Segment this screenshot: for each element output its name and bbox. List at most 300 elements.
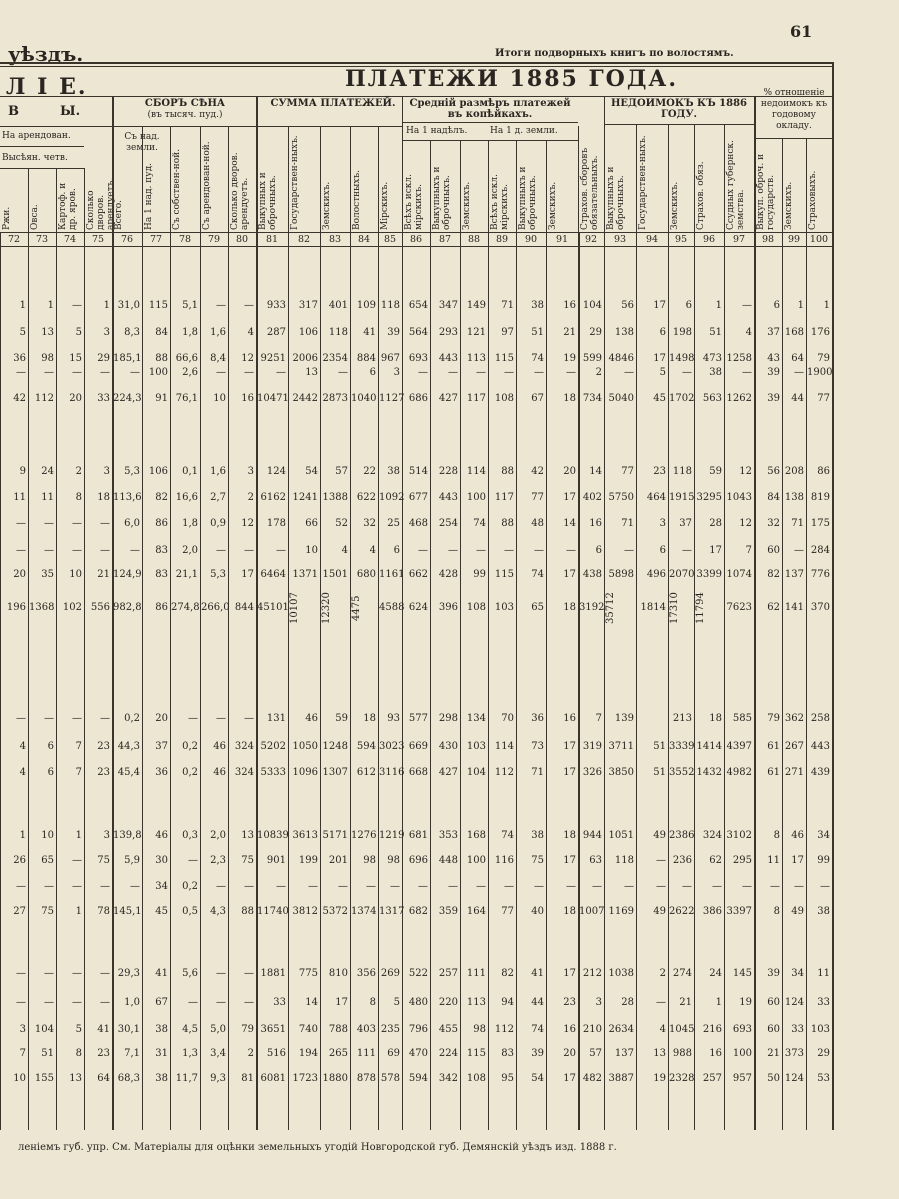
rule [402, 122, 578, 123]
table-cell: — [534, 545, 544, 556]
table-cell: 443 [438, 492, 458, 503]
table-cell: — [100, 713, 110, 724]
table-cell: 21 [679, 997, 692, 1008]
table-cell: 612 [356, 767, 376, 778]
column-header: Страхов. сборовъ обязательныхъ. [580, 147, 600, 230]
table-cell: 3,4 [210, 1048, 226, 1059]
header-rule [578, 126, 579, 232]
table-cell: 106 [298, 327, 318, 338]
table-cell: 988 [672, 1048, 692, 1059]
table-cell: 43 [767, 353, 780, 364]
footer-note: леніемъ губ. упр. См. Матеріалы для оцѣнки земельныхъ угодій Новгородской губ. Демянскій уѣздъ изд. 1888 г. [18, 1142, 617, 1153]
column-header: Всего. [114, 200, 124, 230]
table-cell: 62 [767, 602, 780, 613]
table-cell: 2 [75, 466, 82, 477]
table-cell: 284 [810, 545, 830, 556]
table-cell: 402 [582, 492, 602, 503]
table-cell: 34 [791, 968, 804, 979]
header-rule [320, 126, 321, 232]
table-cell: 1092 [379, 492, 405, 503]
table-cell: 100 [148, 367, 168, 378]
table-cell: 3102 [726, 830, 752, 841]
table-cell: — [72, 367, 82, 378]
table-cell: 82 [155, 492, 168, 503]
column-header: Всѣхъ искл. мiрскихъ. [490, 174, 510, 230]
table-cell: 91 [155, 393, 168, 404]
table-cell: 17 [563, 968, 576, 979]
rule [402, 140, 578, 141]
table-cell: — [72, 997, 82, 1008]
table-cell: 111 [356, 1048, 376, 1059]
table-cell: 14 [305, 997, 318, 1008]
table-cell: 1388 [322, 492, 348, 503]
table-cell: 654 [408, 300, 428, 311]
table-cell: 7,1 [124, 1048, 140, 1059]
table-cell: 16 [709, 1048, 722, 1059]
table-cell: 54 [305, 466, 318, 477]
table-cell: 1432 [696, 767, 722, 778]
table-cell: 17 [563, 741, 576, 752]
table-cell: 216 [702, 1024, 722, 1035]
table-cell: 77 [531, 492, 544, 503]
table-cell: — [44, 713, 54, 724]
table-cell: — [244, 881, 254, 892]
table-cell: 4 [19, 741, 26, 752]
table-cell: 3850 [608, 767, 634, 778]
table-cell: 21 [97, 569, 110, 580]
table-cell: 18 [709, 713, 722, 724]
table-cell: 30,1 [117, 1024, 140, 1035]
table-cell: 20 [155, 713, 168, 724]
table-cell: 269 [380, 968, 400, 979]
table-cell: 594 [408, 1073, 428, 1084]
table-cell: — [418, 367, 428, 378]
table-cell: 594 [356, 741, 376, 752]
table-cell: — [712, 881, 722, 892]
table-cell: 57 [335, 466, 348, 477]
table-cell: 103 [810, 1024, 830, 1035]
header-rule [668, 124, 669, 232]
table-cell: 2070 [669, 569, 695, 580]
table-cell: — [476, 545, 486, 556]
table-cell: — [742, 300, 752, 311]
table-cell: 1219 [379, 830, 405, 841]
table-cell: 1038 [608, 968, 634, 979]
table-cell: — [130, 881, 140, 892]
table-cell: 79 [817, 353, 830, 364]
header-rule [460, 140, 461, 232]
table-cell: 254 [438, 518, 458, 529]
table-cell: 1814 [640, 602, 666, 613]
header-rule [84, 168, 85, 232]
table-cell: 13 [69, 1073, 82, 1084]
table-cell: 15 [69, 353, 82, 364]
table-cell: 88 [501, 518, 514, 529]
table-cell: 2328 [669, 1073, 695, 1084]
table-cell: — [216, 367, 226, 378]
table-cell: 41 [531, 968, 544, 979]
table-cell: 5202 [260, 741, 286, 752]
table-cell: 46 [213, 767, 226, 778]
table-cell: 7623 [726, 602, 752, 613]
table-cell: 1,6 [210, 327, 226, 338]
table-cell: 83 [501, 1048, 514, 1059]
table-cell: 73 [531, 741, 544, 752]
table-cell: 10839 [257, 830, 289, 841]
table-cell: 933 [266, 300, 286, 311]
table-cell: 1 [75, 830, 82, 841]
table-cell: 6 [393, 545, 400, 556]
table-cell: 86 [155, 518, 168, 529]
table-cell: 3339 [669, 741, 695, 752]
column-number: 95 [674, 234, 688, 245]
header-rule [378, 126, 379, 232]
table-cell: 112 [34, 393, 54, 404]
table-cell: — [16, 518, 26, 529]
table-cell: 198 [672, 327, 692, 338]
table-cell: 56 [767, 466, 780, 477]
table-cell: 317 [298, 300, 318, 311]
table-cell: 61 [767, 767, 780, 778]
table-cell: 61 [767, 741, 780, 752]
table-cell: 1276 [351, 830, 377, 841]
table-cell: 3 [247, 466, 254, 477]
table-cell: — [418, 545, 428, 556]
table-cell: — [448, 545, 458, 556]
column-header: Земскихъ. [322, 181, 332, 230]
table-cell: 81 [241, 1073, 254, 1084]
table-cell: 1096 [292, 767, 318, 778]
table-cell: 3192 [579, 602, 605, 613]
table-cell: 114 [494, 741, 514, 752]
table-cell: 44 [531, 997, 544, 1008]
table-cell: 324 [234, 767, 254, 778]
column-header: Съ собствен-ной. [172, 148, 182, 230]
column-number: 81 [265, 234, 279, 245]
table-cell: 3887 [608, 1073, 634, 1084]
table-cell: 235 [380, 1024, 400, 1035]
table-cell: 104 [582, 300, 602, 311]
table-cell: 51 [531, 327, 544, 338]
table-cell: 1040 [351, 393, 377, 404]
table-cell: 46 [791, 830, 804, 841]
column-header: Выкупныхъ и оброчныхъ. [606, 166, 626, 230]
table-cell: 77 [817, 393, 830, 404]
table-cell: 39 [767, 367, 780, 378]
table-cell: 0,5 [182, 906, 198, 917]
table-cell: 3812 [292, 906, 318, 917]
table-cell: — [366, 881, 376, 892]
table-cell: 21,1 [175, 569, 198, 580]
table-cell: 514 [408, 466, 428, 477]
table-cell: 56 [621, 300, 634, 311]
table-cell: 624 [408, 602, 428, 613]
table-cell: 1 [715, 300, 722, 311]
running-head-right: Итоги подворныхъ книгъ по волостямъ. [495, 48, 734, 59]
table-cell: 17 [653, 300, 666, 311]
table-cell: 3397 [726, 906, 752, 917]
table-cell: — [656, 997, 666, 1008]
table-cell: 1169 [608, 906, 634, 917]
table-cell: 6 [659, 545, 666, 556]
table-cell: — [44, 545, 54, 556]
table-cell: 69 [387, 1048, 400, 1059]
table-cell: 681 [408, 830, 428, 841]
table-cell: 8 [773, 830, 780, 841]
table-cell: 108 [494, 393, 514, 404]
group-hay-nad: Съ над. земли. [124, 132, 160, 153]
table-cell: 6162 [260, 492, 286, 503]
table-cell: 3399 [696, 569, 722, 580]
table-cell: 274 [672, 968, 692, 979]
table-cell: 17 [653, 353, 666, 364]
table-cell: 70 [501, 713, 514, 724]
table-cell: 74 [531, 569, 544, 580]
table-cell: 1368 [29, 602, 55, 613]
column-number: 96 [702, 234, 716, 245]
column-header: Земскихъ. [548, 181, 558, 230]
table-cell: 53 [817, 1073, 830, 1084]
table-cell: — [338, 367, 348, 378]
table-cell: 113 [466, 997, 486, 1008]
rule [0, 146, 84, 147]
table-cell: 67 [155, 997, 168, 1008]
table-cell: 38 [155, 1073, 168, 1084]
table-cell: 185,1 [113, 353, 142, 364]
table-cell: 28 [709, 518, 722, 529]
table-cell: 137 [614, 1048, 634, 1059]
table-cell: 168 [466, 830, 486, 841]
table-cell: 11794 [695, 592, 706, 624]
table-cell: 1317 [379, 906, 405, 917]
rule [0, 126, 112, 127]
table-cell: 106 [148, 466, 168, 477]
table-cell: 75 [241, 855, 254, 866]
table-cell: 274,8 [171, 602, 200, 613]
table-cell: 1 [715, 997, 722, 1008]
table-cell: 1043 [726, 492, 752, 503]
table-cell: 18 [563, 393, 576, 404]
table-cell: 164 [466, 906, 486, 917]
header-rule [228, 126, 229, 232]
table-cell: 359 [438, 906, 458, 917]
table-cell: 1414 [696, 741, 722, 752]
table-cell: 37 [155, 741, 168, 752]
table-cell: — [566, 367, 576, 378]
table-cell: — [216, 881, 226, 892]
table-cell: — [566, 545, 576, 556]
table-cell: 74 [531, 1024, 544, 1035]
table-cell: — [390, 881, 400, 892]
table-cell: 1074 [726, 569, 752, 580]
column-rule [832, 62, 834, 1130]
table-cell: 88 [241, 906, 254, 917]
table-cell: 29 [589, 327, 602, 338]
table-cell: 470 [408, 1048, 428, 1059]
table-cell: 6 [685, 300, 692, 311]
column-header: Выкупныхъ и оброчныхъ. [518, 166, 538, 230]
table-cell: 2,0 [210, 830, 226, 841]
table-cell: 44,3 [117, 741, 140, 752]
table-cell: 3 [659, 518, 666, 529]
table-cell: 267 [784, 741, 804, 752]
table-cell: 112 [494, 1024, 514, 1035]
table-cell: 6,0 [124, 518, 140, 529]
table-cell: 131 [266, 713, 286, 724]
table-cell: — [624, 881, 634, 892]
table-cell: 464 [646, 492, 666, 503]
table-cell: 5171 [322, 830, 348, 841]
table-cell: 1,8 [182, 327, 198, 338]
table-cell: 599 [582, 353, 602, 364]
table-cell: 98 [387, 855, 400, 866]
table-cell: 563 [702, 393, 722, 404]
table-cell: 3 [103, 830, 110, 841]
table-cell: 98 [363, 855, 376, 866]
table-cell: 29 [817, 1048, 830, 1059]
table-cell: 668 [408, 767, 428, 778]
table-cell: 4 [369, 545, 376, 556]
table-cell: 1501 [322, 569, 348, 580]
table-cell: 52 [335, 518, 348, 529]
table-cell: 12 [739, 466, 752, 477]
table-cell: 38 [531, 830, 544, 841]
table-cell: 60 [767, 1024, 780, 1035]
header-rule [806, 138, 807, 232]
table-cell: 145 [732, 968, 752, 979]
table-cell: — [72, 855, 82, 866]
table-cell: 1127 [379, 393, 405, 404]
column-number: 93 [613, 234, 627, 245]
table-cell: 522 [408, 968, 428, 979]
table-cell: 18 [97, 492, 110, 503]
table-cell: 7 [745, 545, 752, 556]
table-cell: 4 [341, 545, 348, 556]
running-head-left: уѣздъ. [8, 42, 84, 66]
table-cell: 60 [767, 545, 780, 556]
table-cell: 810 [328, 968, 348, 979]
table-cell: 124 [784, 997, 804, 1008]
header-bottom-rule [0, 232, 832, 233]
table-cell: 12 [739, 518, 752, 529]
table-cell: 622 [356, 492, 376, 503]
table-cell: 5 [75, 1024, 82, 1035]
table-cell: 21 [767, 1048, 780, 1059]
table-cell: 11 [817, 968, 830, 979]
table-cell: 3711 [608, 741, 634, 752]
table-cell: 401 [328, 300, 348, 311]
table-cell: — [44, 968, 54, 979]
table-cell: 13 [241, 830, 254, 841]
table-cell: 5372 [322, 906, 348, 917]
table-cell: 109 [356, 300, 376, 311]
table-cell: 3 [393, 367, 400, 378]
table-cell: 696 [408, 855, 428, 866]
table-cell: — [794, 367, 804, 378]
table-cell: 16 [241, 393, 254, 404]
table-cell: 31 [155, 1048, 168, 1059]
column-number: 100 [809, 234, 829, 245]
table-cell: 138 [614, 327, 634, 338]
table-cell: 42 [531, 466, 544, 477]
table-cell: 19 [739, 997, 752, 1008]
table-cell: 23 [653, 466, 666, 477]
table-cell: 77 [621, 466, 634, 477]
column-number: 89 [495, 234, 509, 245]
table-cell: 64 [97, 1073, 110, 1084]
table-cell: 5 [393, 997, 400, 1008]
table-cell: 103 [466, 741, 486, 752]
table-cell: 4475 [351, 595, 362, 621]
table-cell: — [624, 545, 634, 556]
table-cell: — [448, 881, 458, 892]
table-cell: 210 [582, 1024, 602, 1035]
table-cell: 439 [810, 767, 830, 778]
table-cell: — [682, 881, 692, 892]
table-cell: 5750 [608, 492, 634, 503]
header-rule [694, 124, 695, 232]
table-cell: 788 [328, 1024, 348, 1035]
table-cell: 76,1 [175, 393, 198, 404]
table-cell: — [188, 855, 198, 866]
table-cell: — [188, 997, 198, 1008]
table-cell: 448 [438, 855, 458, 866]
column-number: 77 [149, 234, 163, 245]
table-cell: 201 [328, 855, 348, 866]
table-cell: — [656, 881, 666, 892]
table-cell: 319 [582, 741, 602, 752]
table-cell: — [130, 367, 140, 378]
table-cell: 8 [75, 492, 82, 503]
table-cell: — [16, 713, 26, 724]
table-cell: 124 [266, 466, 286, 477]
column-header: Волостныхъ. [352, 169, 362, 230]
column-number: 80 [235, 234, 249, 245]
group-hay-sub: (въ тысяч. пуд.) [147, 110, 223, 120]
table-cell: — [100, 968, 110, 979]
table-cell: — [244, 300, 254, 311]
column-number: 84 [357, 234, 371, 245]
table-cell: 45 [155, 906, 168, 917]
table-cell: 17 [241, 569, 254, 580]
table-cell: 28 [621, 997, 634, 1008]
table-cell: 38 [531, 300, 544, 311]
table-cell: 17 [563, 1073, 576, 1084]
table-cell: — [308, 881, 318, 892]
table-cell: 1374 [351, 906, 377, 917]
table-cell: 2 [247, 1048, 254, 1059]
table-cell: — [504, 367, 514, 378]
group-arrears: НЕДОИМОКЪ КЪ 1886 ГОДУ. [610, 98, 748, 120]
group-hay: СБОРЪ СѢНА [144, 98, 226, 109]
table-cell: 20 [13, 569, 26, 580]
table-cell: 194 [298, 1048, 318, 1059]
table-cell: 124 [784, 1073, 804, 1084]
header-rule [0, 96, 832, 97]
table-cell: 819 [810, 492, 830, 503]
table-cell: 5,6 [182, 968, 198, 979]
table-cell: 83 [155, 569, 168, 580]
table-cell: — [72, 545, 82, 556]
table-cell: 46 [155, 830, 168, 841]
fragment-b: В [8, 104, 19, 119]
table-cell: 5,3 [124, 466, 140, 477]
table-cell: — [130, 545, 140, 556]
table-cell: 1 [19, 830, 26, 841]
table-cell: 901 [266, 855, 286, 866]
fragment-y: Ы. [60, 104, 81, 119]
table-cell: — [244, 367, 254, 378]
